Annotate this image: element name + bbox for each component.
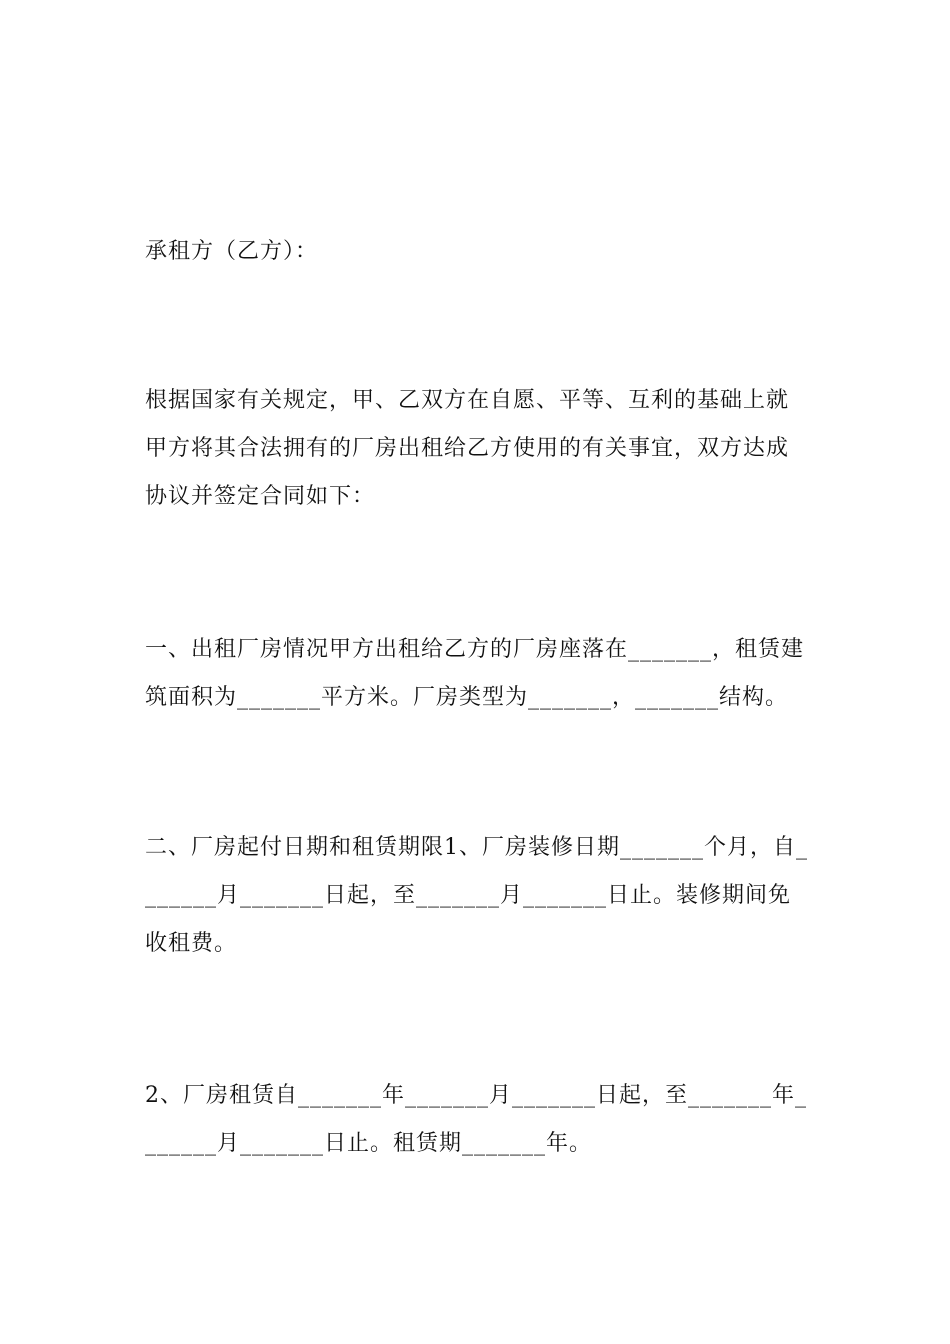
preamble-paragraph: 根据国家有关规定，甲、乙双方在自愿、平等、互利的基础上就甲方将其合法拥有的厂房出租给乙方使用的有关事宜，双方达成协议并签定合同如下： bbox=[145, 388, 790, 509]
lessee-heading: 承租方（乙方）： bbox=[145, 239, 319, 264]
clause-1-factory-info: 一、出租厂房情况甲方出租给乙方的厂房座落在_______，租赁建筑面积为_______平方米。厂房类型为_______，_______结构。 bbox=[145, 637, 805, 710]
clause-2-dates-and-term: 二、厂房起付日期和租赁期限1、厂房装修日期_______个月，自_______月_______日起，至_______月_______日止。装修期间免收租费。 bbox=[145, 835, 808, 956]
clause-2-lease-period: 2、厂房租赁自_______年_______月_______日起，至_______年_______月_______日止。租赁期_______年。 bbox=[145, 1083, 807, 1156]
